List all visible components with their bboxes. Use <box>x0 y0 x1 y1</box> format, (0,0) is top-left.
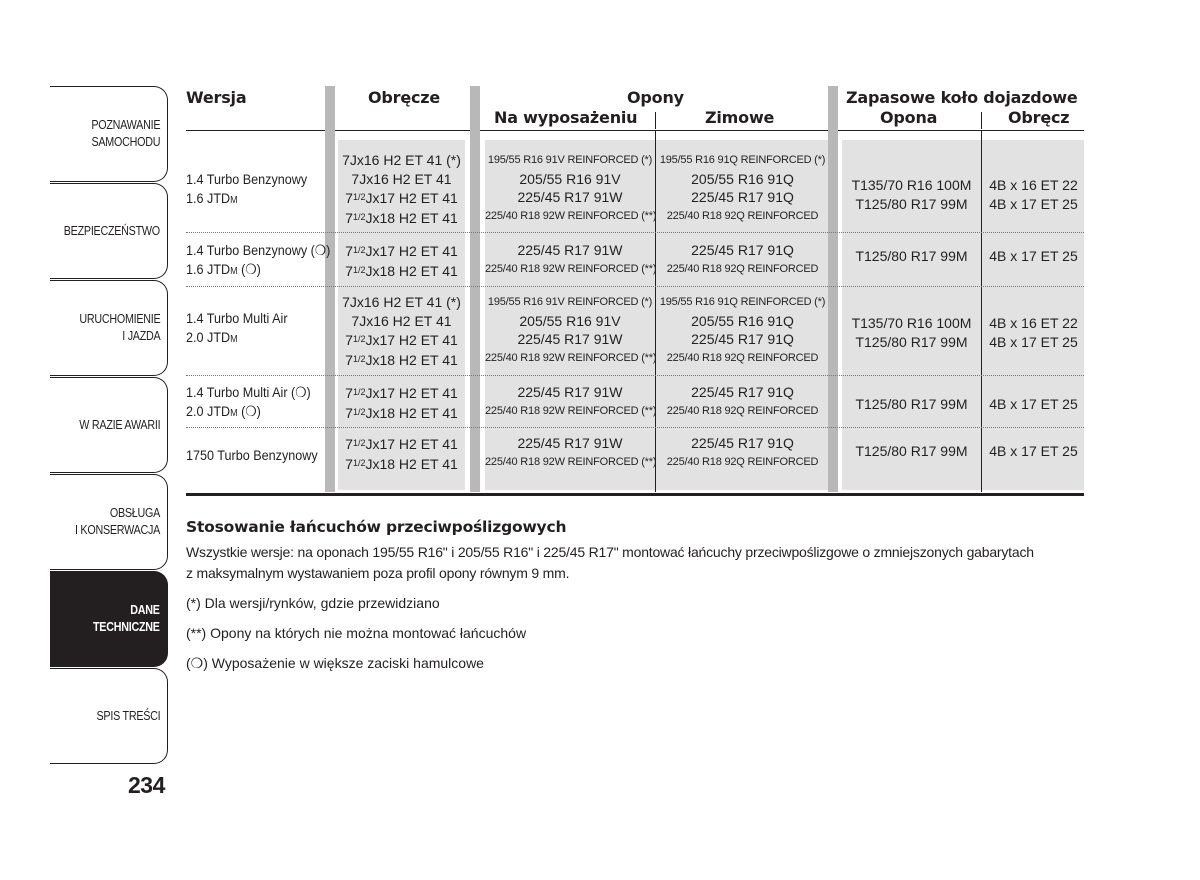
row-separator <box>186 427 1084 428</box>
column-separator <box>470 86 480 492</box>
tab-label: SPIS TREŚCI <box>96 708 161 723</box>
header-zimowe: Zimowe <box>705 108 775 127</box>
table-row-4-obrecze: $7^{1/2}Jx17$ H2 ET 41 $7^{1/2}Jx18$ H2 ET 41 <box>345 385 458 421</box>
tab-label: POZNAWANIE SAMOCHODU <box>91 118 161 149</box>
table-row-5-wersja: 1750 Turbo Benzynowy <box>186 447 318 463</box>
jtdm-suffix: M <box>230 265 238 277</box>
table-row-1-obrecze: 7Jx16 H2 ET 41 (*) 7Jx16 H2 ET 41 $7^{1/2}Jx17$ H2 ET 41 $7^{1/2}Jx18$ H2 ET 41 <box>342 152 461 226</box>
header-opony: Opony <box>627 88 684 107</box>
table-row-1-opona: T135/70 R16 100M T125/80 R17 99M <box>851 177 972 212</box>
tab-label: W RAZIE AWARII <box>79 417 161 432</box>
table-row-5-opona: T125/80 R17 99M <box>855 443 968 459</box>
column-divider <box>981 130 982 492</box>
table-row-2-obrecz: 4B x 17 ET 25 <box>989 248 1078 264</box>
table-bottom-rule <box>186 493 1084 496</box>
table-row-5-zimowe: 225/45 R17 91Q 225/40 R18 92Q REINFORCED <box>666 435 819 468</box>
table-row-5-na-wyposazeniu: 225/45 R17 91W 225/40 R18 92W REINFORCED (**) <box>485 435 657 468</box>
tab-label: OBSŁUGA I KONSERWACJA <box>75 506 161 537</box>
row-separator <box>186 232 1084 233</box>
column-separator <box>828 86 838 492</box>
wheels-tyres-table <box>186 86 1084 496</box>
half-fraction: 1/2 <box>352 406 366 417</box>
footnote-double-asterisk: (**) Opony na których nie można montować łańcuchów <box>186 625 527 641</box>
header-divider <box>655 112 656 129</box>
table-row-2-na-wyposazeniu: 225/45 R17 91W 225/40 R18 92W REINFORCED (**) <box>485 242 657 275</box>
row-separator <box>186 375 1084 376</box>
chains-paragraph-line-1: Wszystkie wersje: na oponach 195/55 R16" i 205/55 R16" i 225/45 R17" montować łańcuchy przeciwpoślizgowe o zmniejszonych gabarytach <box>186 544 1034 560</box>
tab-poznawanie-samochodu[interactable] <box>50 86 168 182</box>
chains-paragraph <box>186 542 1086 584</box>
half-fraction: 1/2 <box>352 334 366 344</box>
table-row-1-wersja: 1.4 Turbo Benzynowy 1.6 JTDM <box>186 171 308 206</box>
header-na-wyposazeniu: Na wyposażeniu <box>494 108 638 127</box>
jtdm-suffix: M <box>230 407 238 419</box>
table-row-3-obrecz: 4B x 16 ET 22 4B x 17 ET 25 <box>989 315 1078 350</box>
table-row-4-na-wyposazeniu: 225/45 R17 91W 225/40 R18 92W REINFORCED (**) <box>485 384 657 417</box>
table-row-3-obrecze: 7Jx16 H2 ET 41 (*) 7Jx16 H2 ET 41 $7^{1/2}Jx17$ H2 ET 41 $7^{1/2}Jx18$ H2 ET 41 <box>342 294 461 368</box>
table-row-1-na-wyposazeniu: 195/55 R16 91V REINFORCED (*) 205/55 R16 91V 225/45 R17 91W 225/40 R18 92W REINFORCED (**) <box>485 154 657 222</box>
table-row-2-zimowe: 225/45 R17 91Q 225/40 R18 92Q REINFORCED <box>666 242 819 275</box>
half-fraction: 1/2 <box>352 353 366 364</box>
footnote-asterisk: (*) Dla wersji/rynków, gdzie przewidziano <box>186 595 440 611</box>
half-fraction: 1/2 <box>352 457 366 468</box>
table-row-3-zimowe: 195/55 R16 91Q REINFORCED (*) 205/55 R16 91Q 225/45 R17 91Q 225/40 R18 92Q REINFORCED <box>659 296 826 364</box>
table-row-2-opona: T125/80 R17 99M <box>855 248 968 264</box>
table-row-5-obrecz: 4B x 17 ET 25 <box>989 443 1078 459</box>
tab-w-razie-awarii[interactable] <box>50 377 168 473</box>
header-obrecze: Obręcze <box>368 88 441 107</box>
half-fraction: 1/2 <box>352 264 366 275</box>
header-zapasowe-kolo: Zapasowe koło dojazdowe <box>846 88 1078 107</box>
table-row-4-zimowe: 225/45 R17 91Q 225/40 R18 92Q REINFORCED <box>666 384 819 417</box>
chains-section-title: Stosowanie łańcuchów przeciwpoślizgowych <box>186 518 567 536</box>
half-fraction: 1/2 <box>352 192 366 202</box>
table-row-5-obrecze: $7^{1/2}Jx17$ H2 ET 41 $7^{1/2}Jx18$ H2 ET 41 <box>345 436 458 472</box>
header-wersja: Wersja <box>186 88 247 107</box>
table-row-4-opona: T125/80 R17 99M <box>855 396 968 412</box>
jtdm-suffix: M <box>230 333 238 345</box>
table-row-4-wersja: 1.4 Turbo Multi Air (❍) 2.0 JTDM (❍) <box>186 384 311 419</box>
table-row-1-zimowe: 195/55 R16 91Q REINFORCED (*) 205/55 R16 91Q 225/45 R17 91Q 225/40 R18 92Q REINFORCED <box>659 154 826 222</box>
tab-spis-tresci[interactable] <box>50 668 168 764</box>
table-row-2-obrecze: $7^{1/2}Jx17$ H2 ET 41 $7^{1/2}Jx18$ H2 ET 41 <box>345 243 458 279</box>
header-opona: Opona <box>880 108 938 127</box>
footnote-circle: (❍) Wyposażenie w większe zaciski hamulcowe <box>186 655 484 671</box>
section-tabs <box>50 86 168 765</box>
tab-label: DANE TECHNICZNE <box>93 603 161 634</box>
jtdm-suffix: M <box>230 194 238 206</box>
table-row-3-wersja: 1.4 Turbo Multi Air 2.0 JTDM <box>186 310 288 345</box>
header-divider <box>981 112 982 129</box>
header-rule <box>186 130 1084 131</box>
half-fraction: 1/2 <box>352 387 366 397</box>
table-row-3-opona: T135/70 R16 100M T125/80 R17 99M <box>851 315 972 350</box>
page-number: 234 <box>128 772 165 798</box>
column-divider <box>655 130 656 492</box>
row-separator <box>186 286 1084 287</box>
table-row-2-wersja: 1.4 Turbo Benzynowy (❍) 1.6 JTDM (❍) <box>186 242 331 277</box>
table-row-3-na-wyposazeniu: 195/55 R16 91V REINFORCED (*) 205/55 R16 91V 225/45 R17 91W 225/40 R18 92W REINFORCED (**) <box>485 296 657 364</box>
tab-label: BEZPIECZEŃSTWO <box>63 223 161 238</box>
tab-dane-techniczne[interactable] <box>50 571 168 667</box>
column-separator <box>325 86 335 492</box>
half-fraction: 1/2 <box>352 438 366 448</box>
table-row-1-obrecz: 4B x 16 ET 22 4B x 17 ET 25 <box>989 177 1078 212</box>
half-fraction: 1/2 <box>352 211 366 222</box>
tab-label: URUCHOMIENIE I JAZDA <box>78 312 161 343</box>
header-obrecz: Obręcz <box>1008 108 1070 127</box>
tab-obsluga-i-konserwacja[interactable] <box>50 474 168 570</box>
tab-uruchomienie-i-jazda[interactable] <box>50 280 168 376</box>
table-row-4-obrecz: 4B x 17 ET 25 <box>989 396 1078 412</box>
half-fraction: 1/2 <box>352 245 366 255</box>
chains-paragraph-line-2: z maksymalnym wystawaniem poza profil opony równym 9 mm. <box>186 565 570 581</box>
tab-bezpieczenstwo[interactable] <box>50 183 168 279</box>
